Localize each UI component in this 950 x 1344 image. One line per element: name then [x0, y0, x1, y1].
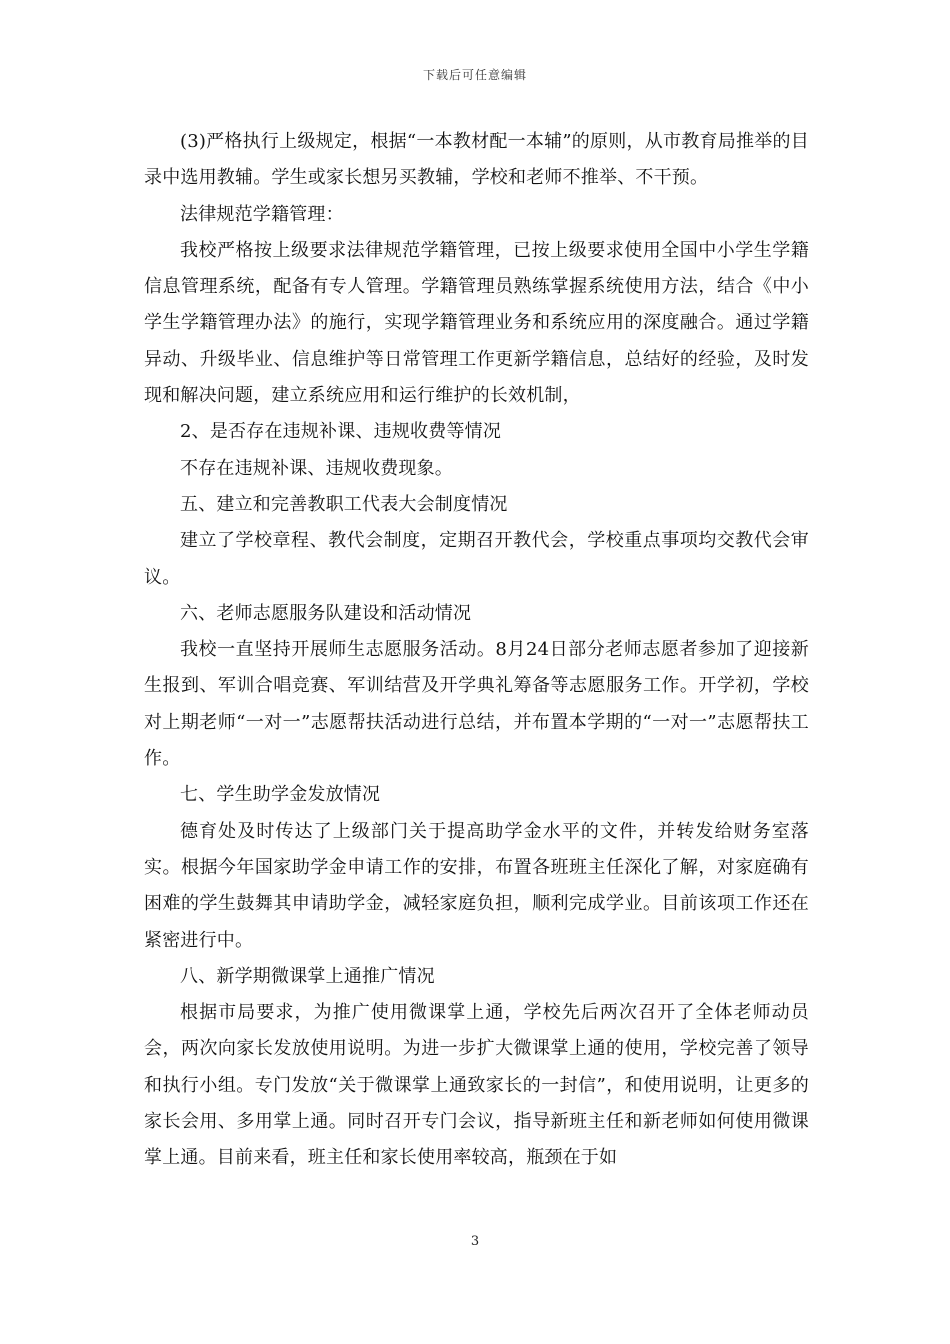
page-number: 3 — [470, 1234, 480, 1249]
document-body — [144, 124, 809, 1177]
paragraph-heading-tutoring: 2、是否存在违规补课、违规收费等情况 — [180, 421, 502, 443]
paragraph-section-8: 根据市局要求，为推广使用微课掌上通，学校先后两次召开了全体老师动员会，两次向家长发放使用说明。为进一步扩大微课掌上通的使用，学校完善了领导和执行小组。专门发放“关于微课掌上通致家长的一封信”，和使用说明，让更多的家长会用、多用掌上通。同时召开专门会议，指导新班主任和新老师如何使用微课掌上通。目前来看，班主任和家长使用率较高，瓶颈在于如 — [144, 1002, 809, 1169]
paragraph-tutoring: 不存在违规补课、违规收费现象。 — [180, 457, 453, 479]
paragraph-section-5: 建立了学校章程、教代会制度，定期召开教代会，学校重点事项均交教代会审议。 — [144, 530, 809, 588]
paragraph-heading-section-7: 七、学生助学金发放情况 — [180, 784, 381, 806]
paragraph-heading-section-5: 五、建立和完善教职工代表大会制度情况 — [180, 493, 508, 515]
paragraph-heading-section-6: 六、老师志愿服务队建设和活动情况 — [180, 602, 472, 624]
paragraph-section-7: 德育处及时传达了上级部门关于提高助学金水平的文件，并转发给财务室落实。根据今年国家助学金申请工作的安排，布置各班班主任深化了解，对家庭确有困难的学生鼓舞其申请助学金，减轻家庭负担，顺利完成学业。目前该项工作还在紧密进行中。 — [144, 820, 809, 951]
paragraph-heading-enrollment: 法律规范学籍管理： — [180, 203, 344, 225]
paragraph-section-6: 我校一直坚持开展师生志愿服务活动。8月24日部分老师志愿者参加了迎接新生报到、军训合唱竞赛、军训结营及开学典礼筹备等志愿服务工作。开学初，学校对上期老师“一对一”志愿帮扶活动进行总结，并布置本学期的“一对一”志愿帮扶工作。 — [144, 639, 809, 770]
paragraph-enrollment: 我校严格按上级要求法律规范学籍管理，已按上级要求使用全国中小学生学籍信息管理系统，配备有专人管理。学籍管理员熟练掌握系统使用方法，结合《中小学生学籍管理办法》的施行，实现学籍管理业务和系统应用的深度融合。通过学籍异动、升级毕业、信息维护等日常管理工作更新学籍信息，总结好的经验，及时发现和解决问题，建立系统应用和运行维护的长效机制， — [144, 239, 809, 407]
paragraph-textbook-rule: (3)严格执行上级规定，根据“一本教材配一本辅”的原则，从市教育局推举的目录中选用教辅。学生或家长想另买教辅，学校和老师不推举、不干预。 — [144, 131, 809, 189]
paragraph-heading-section-8: 八、新学期微课掌上通推广情况 — [180, 965, 435, 987]
page-header: 下载后可任意编辑 — [422, 68, 527, 82]
